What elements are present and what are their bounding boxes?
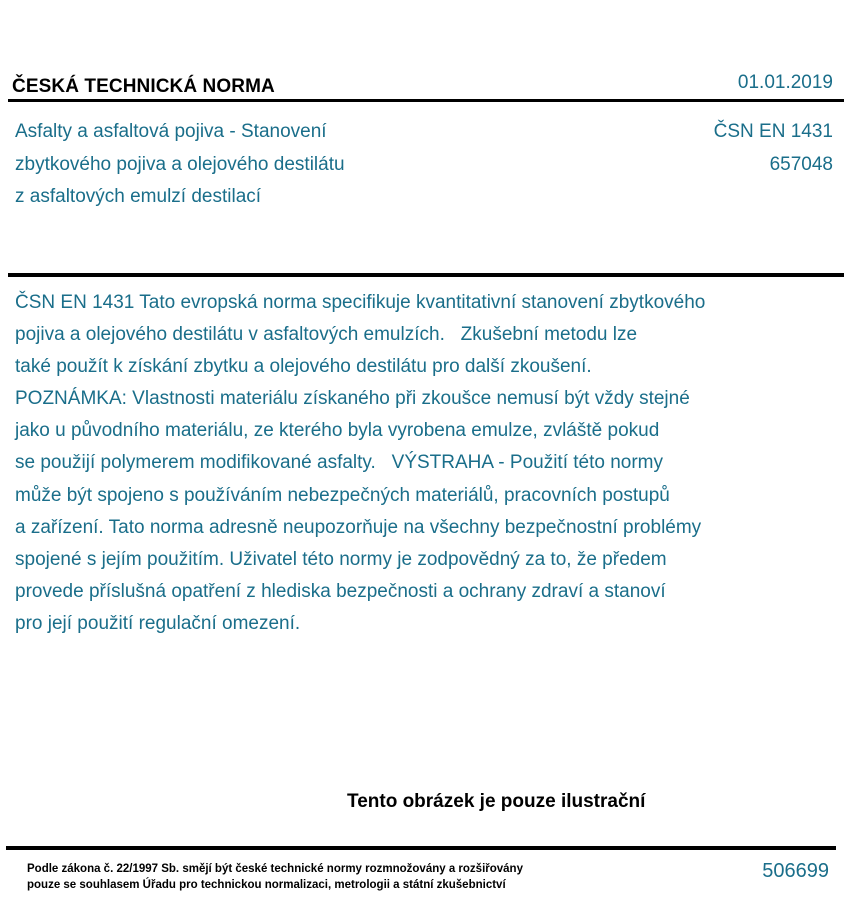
norm-class-number: 657048 [769, 153, 833, 175]
abstract-line: spojené s jejím použitím. Uživatel této normy je zodpovědný za to, že předem [15, 548, 667, 570]
legal-notice-line: pouze se souhlasem Úřadu pro technickou normalizaci, metrologii a státní zkušebnictví [27, 879, 506, 891]
title-divider [8, 273, 844, 277]
document-title [15, 116, 345, 214]
abstract-line: pojiva a olejového destilátu v asfaltových emulzích. Zkušební metodu lze [15, 324, 638, 346]
abstract-line: pro její použití regulační omezení. [15, 612, 301, 634]
document-title-line: z asfaltových emulzí destilací [15, 186, 262, 207]
header-divider [8, 99, 844, 102]
norm-identification [714, 116, 833, 181]
abstract-text [15, 287, 705, 640]
catalog-number: 506699 [762, 860, 829, 882]
abstract-line: může být spojeno s používáním nebezpečných materiálů, pracovních postupů [15, 484, 670, 506]
abstract-line: také použít k získání zbytku a olejového destilátu pro další zkoušení. [15, 356, 592, 378]
abstract-line: se použijí polymerem modifikované asfalty. VÝSTRAHA - Použití této normy [15, 452, 664, 474]
abstract-line: jako u původního materiálu, ze kterého byla vyrobena emulze, zvláště pokud [15, 420, 660, 442]
illustration-disclaimer: Tento obrázek je pouze ilustrační [347, 791, 646, 812]
norm-designation: ČSN EN 1431 [713, 121, 833, 142]
page-header-title: ČESKÁ TECHNICKÁ NORMA [12, 76, 275, 97]
abstract-line: a zařízení. Tato norma adresně neupozorňuje na všechny bezpečnostní problémy [15, 516, 702, 538]
document-title-line: Asfalty a asfaltová pojiva - Stanovení [15, 121, 327, 142]
abstract-line: provede příslušná opatření z hlediska bezpečnosti a ochrany zdraví a stanoví [15, 580, 666, 602]
abstract-line: POZNÁMKA: Vlastnosti materiálu získaného při zkoušce nemusí být vždy stejné [15, 388, 690, 410]
footer-divider [6, 846, 836, 850]
legal-notice-line: Podle zákona č. 22/1997 Sb. smějí být české technické normy rozmnožovány a rozšiřovány [27, 863, 523, 875]
abstract-line: ČSN EN 1431 Tato evropská norma specifikuje kvantitativní stanovení zbytkového [15, 292, 706, 313]
document-title-line: zbytkového pojiva a olejového destilátu [15, 153, 345, 175]
legal-notice [27, 861, 523, 893]
issue-date: 01.01.2019 [737, 72, 833, 93]
